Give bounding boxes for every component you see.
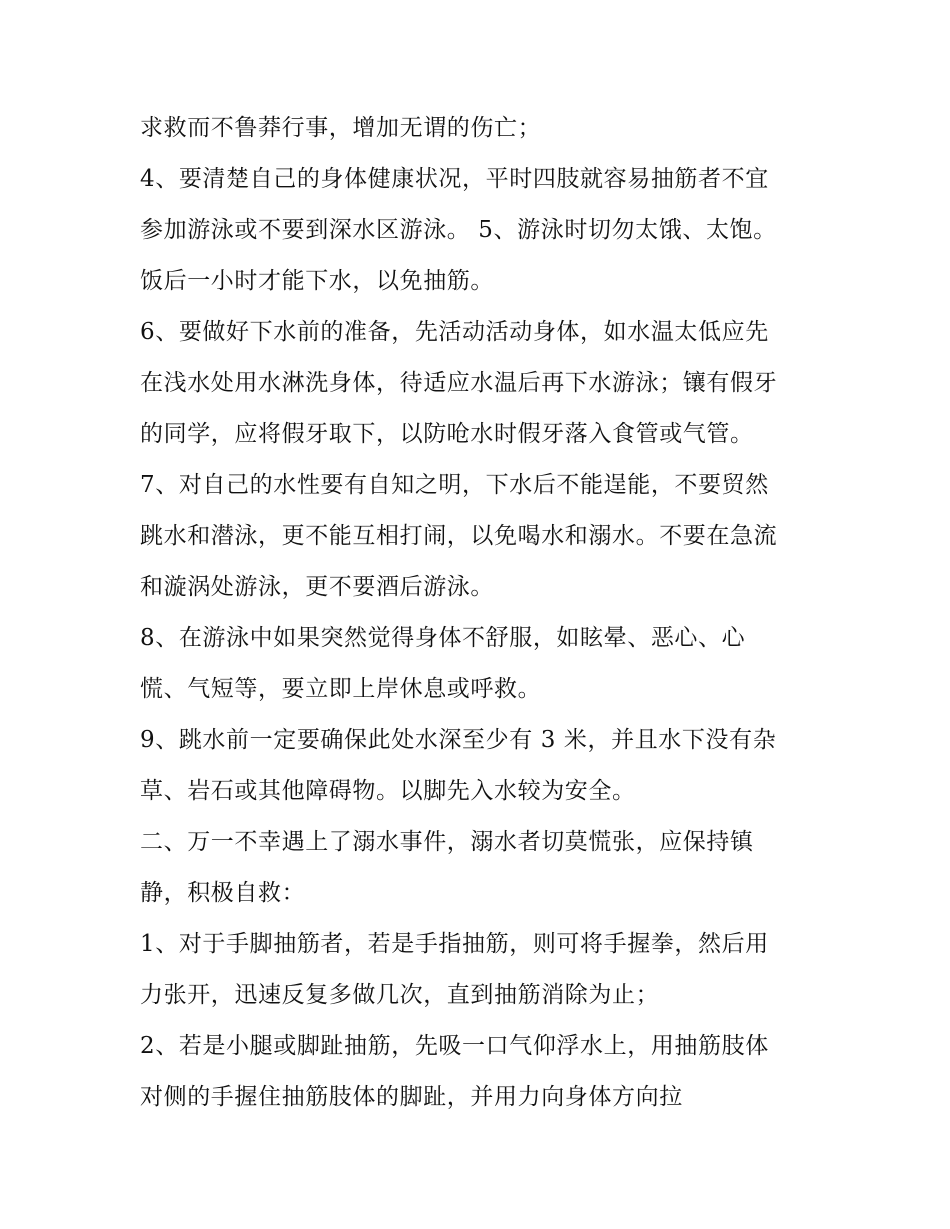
text-line: 草、岩石或其他障碍物。以脚先入水较为安全。 [140,778,636,804]
text-line: 二、万一不幸遇上了溺水事件，溺水者切莫慌张，应保持镇 [140,829,754,855]
text-line: 的同学，应将假牙取下，以防呛水时假牙落入食管或气管。 [140,421,754,447]
text-line: 8、在游泳中如果突然觉得身体不舒服，如眩晕、恶心、心 [140,625,746,651]
text-line: 静，积极自救： [140,880,306,906]
text-line: 跳水和潜泳，更不能互相打闹，以免喝水和溺水。不要在急流 [140,523,778,549]
text-line: 2、若是小腿或脚趾抽筋，先吸一口气仰浮水上，用抽筋肢体 [140,1033,769,1059]
text-line: 在浅水处用水淋洗身体，待适应水温后再下水游泳；镶有假牙 [140,370,778,396]
document-body [140,103,820,1123]
text-line: 和漩涡处游泳，更不要酒后游泳。 [140,574,494,600]
text-line: 对侧的手握住抽筋肢体的脚趾，并用力向身体方向拉 [140,1084,683,1110]
text-line: 9、跳水前一定要确保此处水深至少有 3 米，并且水下没有杂 [140,727,777,753]
text-line: 参加游泳或不要到深水区游泳。 5、游泳时切勿太饿、太饱。 [140,217,777,243]
text-line: 1、对于手脚抽筋者，若是手指抽筋，则可将手握拳，然后用 [140,931,769,957]
text-line: 7、对自己的水性要有自知之明，下水后不能逞能，不要贸然 [140,472,769,498]
text-line: 求救而不鲁莽行事，增加无谓的伤亡； [140,115,542,141]
text-line: 6、要做好下水前的准备，先活动活动身体，如水温太低应先 [140,319,769,345]
text-line: 力张开，迅速反复多做几次，直到抽筋消除为止； [140,982,660,1008]
text-line: 饭后一小时才能下水，以免抽筋。 [140,268,494,294]
text-line: 慌、气短等，要立即上岸休息或呼救。 [140,676,542,702]
text-line: 4、要清楚自己的身体健康状况，平时四肢就容易抽筋者不宜 [140,166,769,192]
